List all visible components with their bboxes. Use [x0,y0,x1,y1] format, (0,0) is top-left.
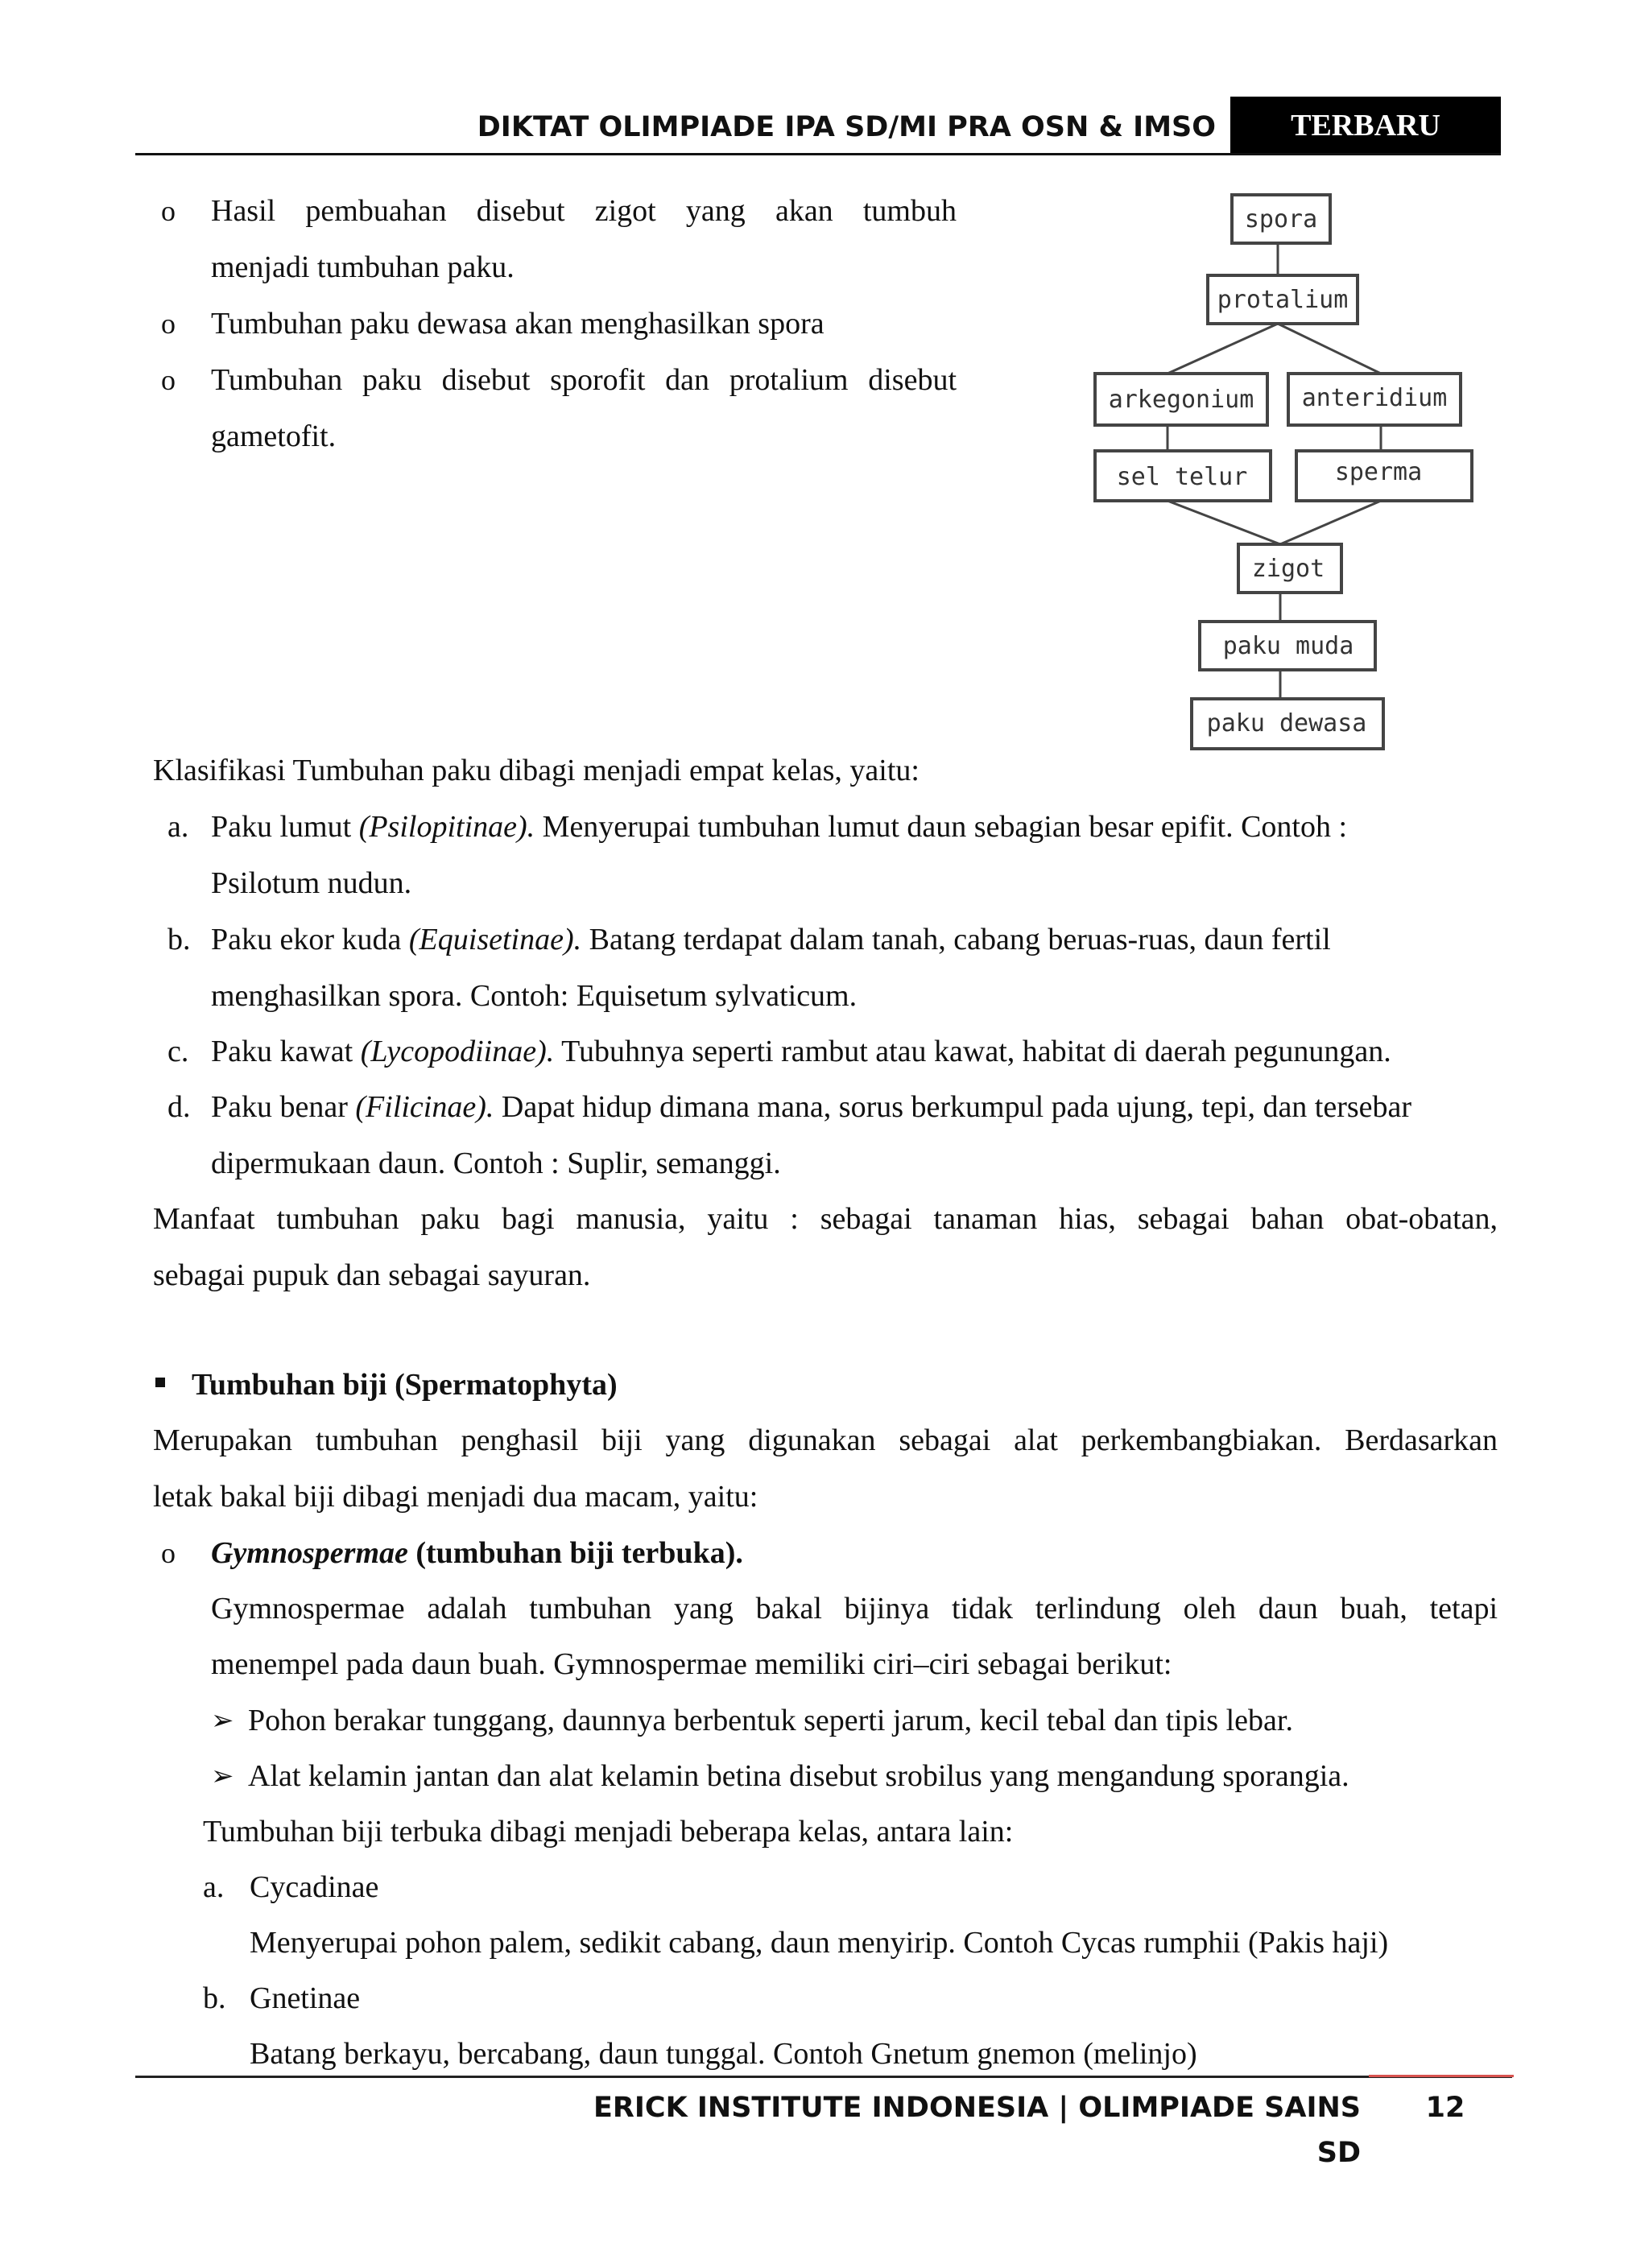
gymnospermae-title: Gymnospermae (tumbuhan biji terbuka). [211,1536,743,1570]
kelas-desc: Batang berkayu, bercabang, daun tunggal. Contoh Gnetum gnemon (melinjo) [250,2037,1197,2071]
node-label: arkegonium [1108,386,1254,414]
klasifikasi-b-line-2: menghasilkan spora. Contoh: Equisetum sylvaticum. [211,979,858,1013]
node-sperma [1296,451,1472,501]
node-label: zigot [1251,555,1325,583]
manfaat-line-1: Manfaat tumbuhan paku bagi manusia, yaitu : sebagai tanaman hias, sebagai bahan obat-obatan, [153,1202,1498,1236]
bullet-marker: o [161,1537,176,1569]
kelas-desc: Menyerupai pohon palem, sedikit cabang, daun menyirip. Contoh Cycas rumphii (Pakis haji) [250,1926,1389,1960]
gymnospermae-desc-line-2: menempel pada daun buah. Gymnospermae memiliki ciri–ciri sebagai berikut: [211,1647,1172,1681]
list-marker: b. [203,1981,226,2015]
list-marker: d. [167,1090,191,1124]
node-label: spora [1244,205,1318,233]
node-spora [1232,195,1330,243]
intro-bullet-1-line-2: menjadi tumbuhan paku. [211,250,515,284]
fern-life-cycle-diagram [1079,187,1498,755]
kelas-intro: Tumbuhan biji terbuka dibagi menjadi beberapa kelas, antara lain: [203,1815,1014,1849]
node-label: paku muda [1222,632,1354,660]
klasifikasi-intro: Klasifikasi Tumbuhan paku dibagi menjadi empat kelas, yaitu: [153,754,920,787]
connector-protalium-anteridium [1278,324,1381,374]
connector-sel-telur-zigot [1168,501,1280,544]
klasifikasi-d-line-1: Paku benar (Filicinae). Dapat hidup dimana mana, sorus berkumpul pada ujung, tepi, dan tersebar [211,1090,1412,1124]
connector-protalium-arkegonium [1168,324,1278,374]
kelas-name: Cycadinae [250,1870,379,1904]
connector-sperma-zigot [1280,501,1381,544]
klasifikasi-a-line-1: Paku lumut (Psilopitinae). Menyerupai tumbuhan lumut daun sebagian besar epifit. Contoh : [211,810,1348,844]
node-zigot [1238,544,1341,593]
node-sel-telur [1095,451,1271,501]
ciri-item: Alat kelamin jantan dan alat kelamin betina disebut srobilus yang mengandung sporangia. [248,1759,1349,1793]
header-rule [135,153,1501,155]
node-anteridium [1288,374,1461,425]
klasifikasi-b-line-1: Paku ekor kuda (Equisetinae). Batang terdapat dalam tanah, cabang beruas-ruas, daun fertil [211,923,1331,956]
klasifikasi-c-line-1: Paku kawat (Lycopodiinae). Tubuhnya seperti rambut atau kawat, habitat di daerah pegunungan. [211,1035,1391,1068]
node-paku-dewasa [1192,699,1383,749]
biji-paragraph-line-2: letak bakal biji dibagi menjadi dua macam, yaitu: [153,1480,758,1514]
list-marker: a. [203,1870,225,1904]
manfaat-line-2: sebagai pupuk dan sebagai sayuran. [153,1258,591,1292]
bullet-marker: o [161,195,176,227]
list-marker: b. [167,923,191,956]
node-label: paku dewasa [1206,709,1367,737]
footer-text: ERICK INSTITUTE INDONESIA | OLIMPIADE SAINS SD [593,2092,1361,2169]
node-protalium [1208,275,1358,324]
arrow-bullet-icon: ➢ [211,1704,234,1737]
ciri-item: Pohon berakar tunggang, daunnya berbentuk seperti jarum, kecil tebal dan tipis lebar. [248,1704,1293,1737]
node-label: sel telur [1116,463,1248,491]
gymnospermae-desc-line-1: Gymnospermae adalah tumbuhan yang bakal bijinya tidak terlindung oleh daun buah, tetapi [211,1592,1498,1626]
biji-paragraph-line-1: Merupakan tumbuhan penghasil biji yang digunakan sebagai alat perkembangbiakan. Berdasarkan [153,1423,1498,1457]
intro-bullet-2: Tumbuhan paku dewasa akan menghasilkan spora [211,307,824,341]
square-bullet-icon [155,1378,165,1387]
node-label: protalium [1217,286,1349,314]
bullet-marker: o [161,308,176,340]
footer-rule [135,2076,1512,2078]
intro-bullet-3-line-2: gametofit. [211,419,337,453]
node-label: anteridium [1301,384,1448,412]
header-badge: TERBARU [1230,97,1501,155]
intro-bullet-3-line-1: Tumbuhan paku disebut sporofit dan protalium disebut [211,363,957,397]
bullet-marker: o [161,364,176,396]
kelas-name: Gnetinae [250,1981,361,2015]
klasifikasi-d-line-2: dipermukaan daun. Contoh : Suplir, semanggi. [211,1146,781,1180]
list-marker: c. [167,1035,189,1068]
node-label: sperma [1334,458,1423,486]
klasifikasi-a-line-2: Psilotum nudun. [211,866,412,900]
arrow-bullet-icon: ➢ [211,1760,234,1792]
section-heading-biji: Tumbuhan biji (Spermatophyta) [192,1368,618,1402]
page-number: 12 [1425,2092,1465,2124]
list-marker: a. [167,810,189,844]
intro-bullet-1-line-1: Hasil pembuahan disebut zigot yang akan tumbuh [211,194,957,228]
footer-accent-rule [1369,2075,1514,2077]
node-arkegonium [1095,374,1267,425]
node-paku-muda [1200,622,1375,670]
header-title: DIKTAT OLIMPIADE IPA SD/MI PRA OSN & IMSO [477,111,1216,143]
